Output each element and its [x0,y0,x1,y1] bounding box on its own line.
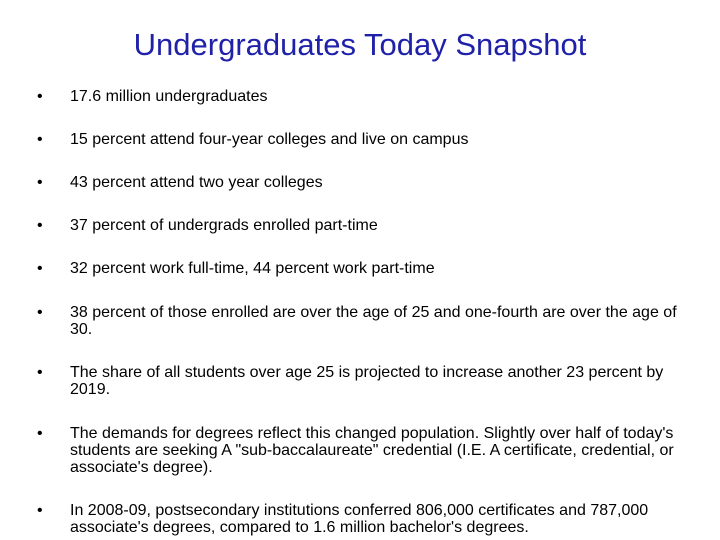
bullet-marker: • [37,502,43,519]
bullet-text: 38 percent of those enrolled are over the age of 25 and one-fourth are over the age of 30. [70,304,677,338]
bullet-marker: • [37,174,43,191]
bullet-text: 15 percent attend four-year colleges and live on campus [70,131,469,148]
bullet-text: 37 percent of undergrads enrolled part-time [70,217,378,234]
bullet-text: 32 percent work full-time, 44 percent work part-time [70,260,435,277]
bullet-text: In 2008-09, postsecondary institutions conferred 806,000 certificates and 787,000 associate's degrees, compared to 1.6 million bachelor's degrees. [70,502,649,536]
bullet-text: 17.6 million undergraduates [70,88,268,105]
bullet-marker: • [37,304,43,321]
bullet-text: The share of all students over age 25 is projected to increase another 23 percent by 2019. [70,364,664,398]
bullet-text: 43 percent attend two year colleges [70,174,323,191]
bullet-marker: • [37,425,43,442]
bullet-marker: • [37,131,43,148]
bullet-marker: • [37,364,43,381]
slide-title: Undergraduates Today Snapshot [133,27,587,62]
bullet-marker: • [37,260,43,277]
bullet-marker: • [37,217,43,234]
bullet-text: The demands for degrees reflect this changed population. Slightly over half of today's students are seeking A "sub-baccalaureate" credential (I.E. A certificate, credential, or associate's degree). [70,425,674,476]
bullet-marker: • [37,88,43,105]
